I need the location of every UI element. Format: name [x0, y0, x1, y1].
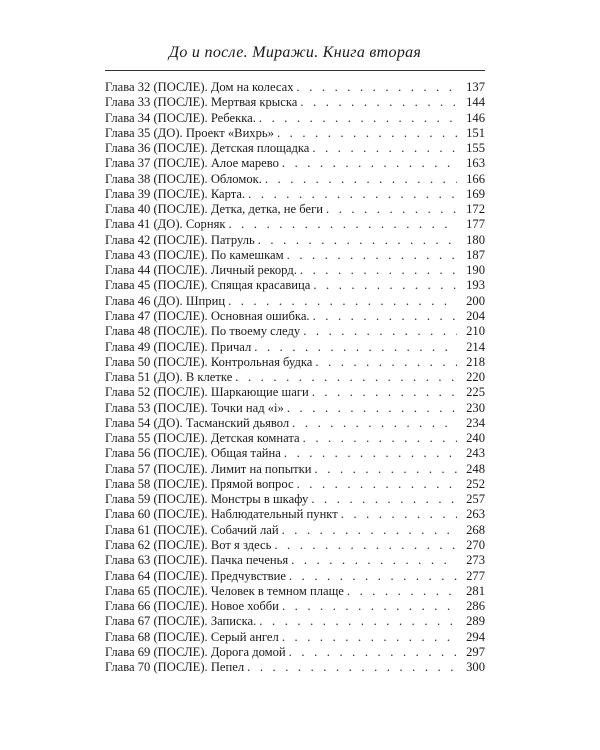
toc-entry-page: 166 [466, 171, 485, 186]
toc-entry-title: Глава 69 (ПОСЛЕ). Дорога домой [105, 644, 286, 659]
toc-leader-dots [292, 416, 457, 431]
toc-leader-dots [326, 202, 457, 217]
toc-entry-title: Глава 51 (ДО). В клетке [105, 370, 233, 385]
toc-leader-dots [315, 462, 457, 477]
toc-leader-dots [303, 431, 457, 446]
toc-entry-title: Глава 70 (ПОСЛЕ). Пепел [105, 660, 245, 675]
toc-entry-page: 270 [466, 537, 485, 552]
toc-leader-dots [303, 324, 457, 339]
toc-entry-page: 234 [466, 415, 485, 430]
toc-entry-title: Глава 43 (ПОСЛЕ). По камешкам [105, 247, 284, 262]
toc-entry[interactable] [105, 416, 485, 431]
toc-entry[interactable] [105, 538, 485, 553]
toc-entry-title: Глава 32 (ПОСЛЕ). Дом на колесах [105, 80, 294, 94]
toc-entry[interactable] [105, 340, 485, 355]
toc-entry[interactable] [105, 141, 485, 156]
toc-leader-dots [265, 172, 457, 187]
toc-entry-title: Глава 58 (ПОСЛЕ). Прямой вопрос [105, 476, 294, 491]
running-title: До и после. Миражи. Книга вторая [168, 44, 422, 61]
toc-leader-dots [274, 538, 457, 553]
toc-entry-title: Глава 68 (ПОСЛЕ). Серый ангел [105, 629, 279, 644]
toc-leader-dots [341, 507, 457, 522]
toc-entry-title: Глава 37 (ПОСЛЕ). Алое марево [105, 156, 279, 171]
toc-entry-page: 281 [466, 583, 485, 598]
toc-entry-page: 225 [466, 385, 485, 400]
toc-entry-title: Глава 48 (ПОСЛЕ). По твоему следу [105, 324, 301, 339]
toc-entry-page: 187 [466, 247, 485, 262]
toc-entry-page: 210 [466, 324, 485, 339]
toc-entry-title: Глава 53 (ПОСЛЕ). Точки над «i» [105, 400, 284, 415]
toc-entry-page: 243 [466, 446, 485, 461]
toc-entry[interactable] [105, 553, 485, 568]
toc-leader-dots [284, 446, 457, 461]
toc-leader-dots [312, 385, 457, 400]
toc-leader-dots [282, 523, 457, 538]
toc-entry-page: 273 [466, 553, 485, 568]
toc-leader-dots [228, 217, 457, 232]
toc-entry-page: 218 [466, 354, 485, 369]
toc-leader-dots [258, 233, 457, 248]
toc-leader-dots [289, 645, 457, 660]
toc-entry[interactable] [105, 477, 485, 492]
toc-leader-dots [282, 156, 457, 171]
toc-entry-page: 252 [466, 476, 485, 491]
toc-entry[interactable] [105, 263, 485, 278]
toc-entry[interactable] [105, 294, 485, 309]
toc-entry[interactable] [105, 462, 485, 477]
toc-entry-title: Глава 36 (ПОСЛЕ). Детская площадка [105, 141, 310, 156]
toc-entry-page: 268 [466, 522, 485, 537]
toc-entry-page: 257 [466, 492, 485, 507]
toc-entry-title: Глава 55 (ПОСЛЕ). Детская комната [105, 431, 300, 446]
toc-entry-page: 200 [466, 293, 485, 308]
toc-entry[interactable] [105, 217, 485, 232]
toc-leader-dots [297, 80, 458, 95]
toc-entry-page: 297 [466, 644, 485, 659]
toc-entry-title: Глава 66 (ПОСЛЕ). Новое хобби [105, 599, 279, 614]
toc-leader-dots [313, 278, 457, 293]
toc-leader-dots [282, 599, 457, 614]
toc-entry[interactable] [105, 80, 485, 95]
toc-leader-dots [315, 355, 457, 370]
toc-leader-dots [235, 370, 457, 385]
toc-entry-title: Глава 42 (ПОСЛЕ). Патруль [105, 232, 255, 247]
toc-entry-page: 137 [466, 80, 485, 94]
toc-entry[interactable] [105, 248, 485, 263]
toc-leader-dots [259, 614, 457, 629]
toc-entry-title: Глава 35 (ДО). Проект «Вихрь» [105, 125, 274, 140]
header-rule [105, 70, 485, 71]
toc-entry-page: 263 [466, 507, 485, 522]
toc-entry[interactable] [105, 599, 485, 614]
toc-entry-title: Глава 41 (ДО). Сорняк [105, 217, 226, 232]
toc-entry-title: Глава 54 (ДО). Тасманский дьявол [105, 415, 290, 430]
toc-entry[interactable] [105, 324, 485, 339]
toc-entry[interactable] [105, 172, 485, 187]
toc-leader-dots [312, 141, 457, 156]
toc-leader-dots [254, 340, 457, 355]
toc-leader-dots [282, 630, 457, 645]
toc-entry[interactable] [105, 614, 485, 629]
toc-entry[interactable] [105, 569, 485, 584]
toc-entry[interactable] [105, 202, 485, 217]
toc-entry-title: Глава 47 (ПОСЛЕ). Основная ошибка. [105, 308, 310, 323]
toc-entry-title: Глава 46 (ДО). Шприц [105, 293, 226, 308]
toc-entry-page: 155 [466, 141, 485, 156]
toc-entry-title: Глава 60 (ПОСЛЕ). Наблюдательный пункт [105, 507, 338, 522]
toc-leader-dots [247, 660, 457, 675]
toc-leader-dots [259, 111, 457, 126]
toc-leader-dots [277, 126, 457, 141]
toc-entry-page: 289 [466, 614, 485, 629]
toc-entry[interactable] [105, 401, 485, 416]
toc-entry-title: Глава 62 (ПОСЛЕ). Вот я здесь [105, 537, 272, 552]
toc-entry-title: Глава 67 (ПОСЛЕ). Записка. [105, 614, 257, 629]
toc-entry[interactable] [105, 156, 485, 171]
toc-entry[interactable] [105, 431, 485, 446]
table-of-contents [105, 80, 485, 675]
toc-entry-title: Глава 38 (ПОСЛЕ). Обломок. [105, 171, 262, 186]
toc-entry-title: Глава 56 (ПОСЛЕ). Общая тайна [105, 446, 281, 461]
toc-entry-page: 277 [466, 568, 485, 583]
toc-entry[interactable] [105, 385, 485, 400]
toc-entry-page: 144 [466, 95, 485, 110]
toc-entry[interactable] [105, 523, 485, 538]
toc-entry-page: 204 [466, 308, 485, 323]
toc-entry[interactable] [105, 507, 485, 522]
toc-entry[interactable] [105, 111, 485, 126]
toc-entry[interactable] [105, 492, 485, 507]
toc-leader-dots [289, 569, 457, 584]
toc-entry-page: 163 [466, 156, 485, 171]
toc-entry-page: 169 [466, 186, 485, 201]
toc-entry-page: 177 [466, 217, 485, 232]
toc-entry-page: 214 [466, 339, 485, 354]
toc-entry-page: 151 [466, 125, 485, 140]
toc-entry-page: 248 [466, 461, 485, 476]
toc-leader-dots [347, 584, 457, 599]
toc-leader-dots [311, 492, 457, 507]
toc-entry[interactable] [105, 370, 485, 385]
toc-entry-title: Глава 49 (ПОСЛЕ). Причал [105, 339, 252, 354]
toc-leader-dots [248, 187, 457, 202]
toc-leader-dots [287, 248, 457, 263]
toc-entry-page: 286 [466, 599, 485, 614]
toc-entry-page: 300 [466, 660, 485, 675]
toc-entry-title: Глава 50 (ПОСЛЕ). Контрольная будка [105, 354, 313, 369]
toc-entry-page: 146 [466, 110, 485, 125]
toc-entry-title: Глава 64 (ПОСЛЕ). Предчувствие [105, 568, 286, 583]
toc-entry[interactable] [105, 355, 485, 370]
toc-entry-page: 230 [466, 400, 485, 415]
toc-entry[interactable] [105, 630, 485, 645]
toc-entry-title: Глава 57 (ПОСЛЕ). Лимит на попытки [105, 461, 312, 476]
toc-entry-page: 294 [466, 629, 485, 644]
toc-entry[interactable] [105, 584, 485, 599]
toc-entry-page: 193 [466, 278, 485, 293]
toc-entry-page: 172 [466, 202, 485, 217]
toc-entry[interactable] [105, 309, 485, 324]
toc-leader-dots [287, 401, 457, 416]
toc-entry-title: Глава 65 (ПОСЛЕ). Человек в темном плаще [105, 583, 344, 598]
toc-leader-dots [297, 477, 457, 492]
toc-entry-title: Глава 63 (ПОСЛЕ). Пачка печенья [105, 553, 289, 568]
toc-entry-title: Глава 45 (ПОСЛЕ). Спящая красавица [105, 278, 311, 293]
toc-leader-dots [291, 553, 457, 568]
toc-entry[interactable] [105, 233, 485, 248]
toc-entry[interactable] [105, 187, 485, 202]
toc-entry[interactable] [105, 446, 485, 461]
toc-entry[interactable] [105, 95, 485, 110]
toc-entry-title: Глава 33 (ПОСЛЕ). Мертвая крыска [105, 95, 298, 110]
toc-entry-title: Глава 39 (ПОСЛЕ). Карта. [105, 186, 246, 201]
toc-entry-page: 180 [466, 232, 485, 247]
toc-entry[interactable] [105, 126, 485, 141]
toc-leader-dots [300, 95, 457, 110]
toc-entry-page: 240 [466, 431, 485, 446]
toc-entry[interactable] [105, 660, 485, 675]
toc-leader-dots [313, 309, 457, 324]
toc-leader-dots [228, 294, 457, 309]
toc-entry-title: Глава 40 (ПОСЛЕ). Детка, детка, не беги [105, 202, 323, 217]
toc-entry-title: Глава 61 (ПОСЛЕ). Собачий лай [105, 522, 279, 537]
toc-entry-title: Глава 34 (ПОСЛЕ). Ребекка. [105, 110, 256, 125]
toc-entry[interactable] [105, 278, 485, 293]
toc-entry-page: 220 [466, 370, 485, 385]
toc-entry[interactable] [105, 645, 485, 660]
toc-entry-title: Глава 52 (ПОСЛЕ). Шаркающие шаги [105, 385, 309, 400]
toc-entry-title: Глава 44 (ПОСЛЕ). Личный рекорд. [105, 263, 297, 278]
toc-entry-title: Глава 59 (ПОСЛЕ). Монстры в шкафу [105, 492, 309, 507]
toc-leader-dots [300, 263, 457, 278]
toc-entry-page: 190 [466, 263, 485, 278]
